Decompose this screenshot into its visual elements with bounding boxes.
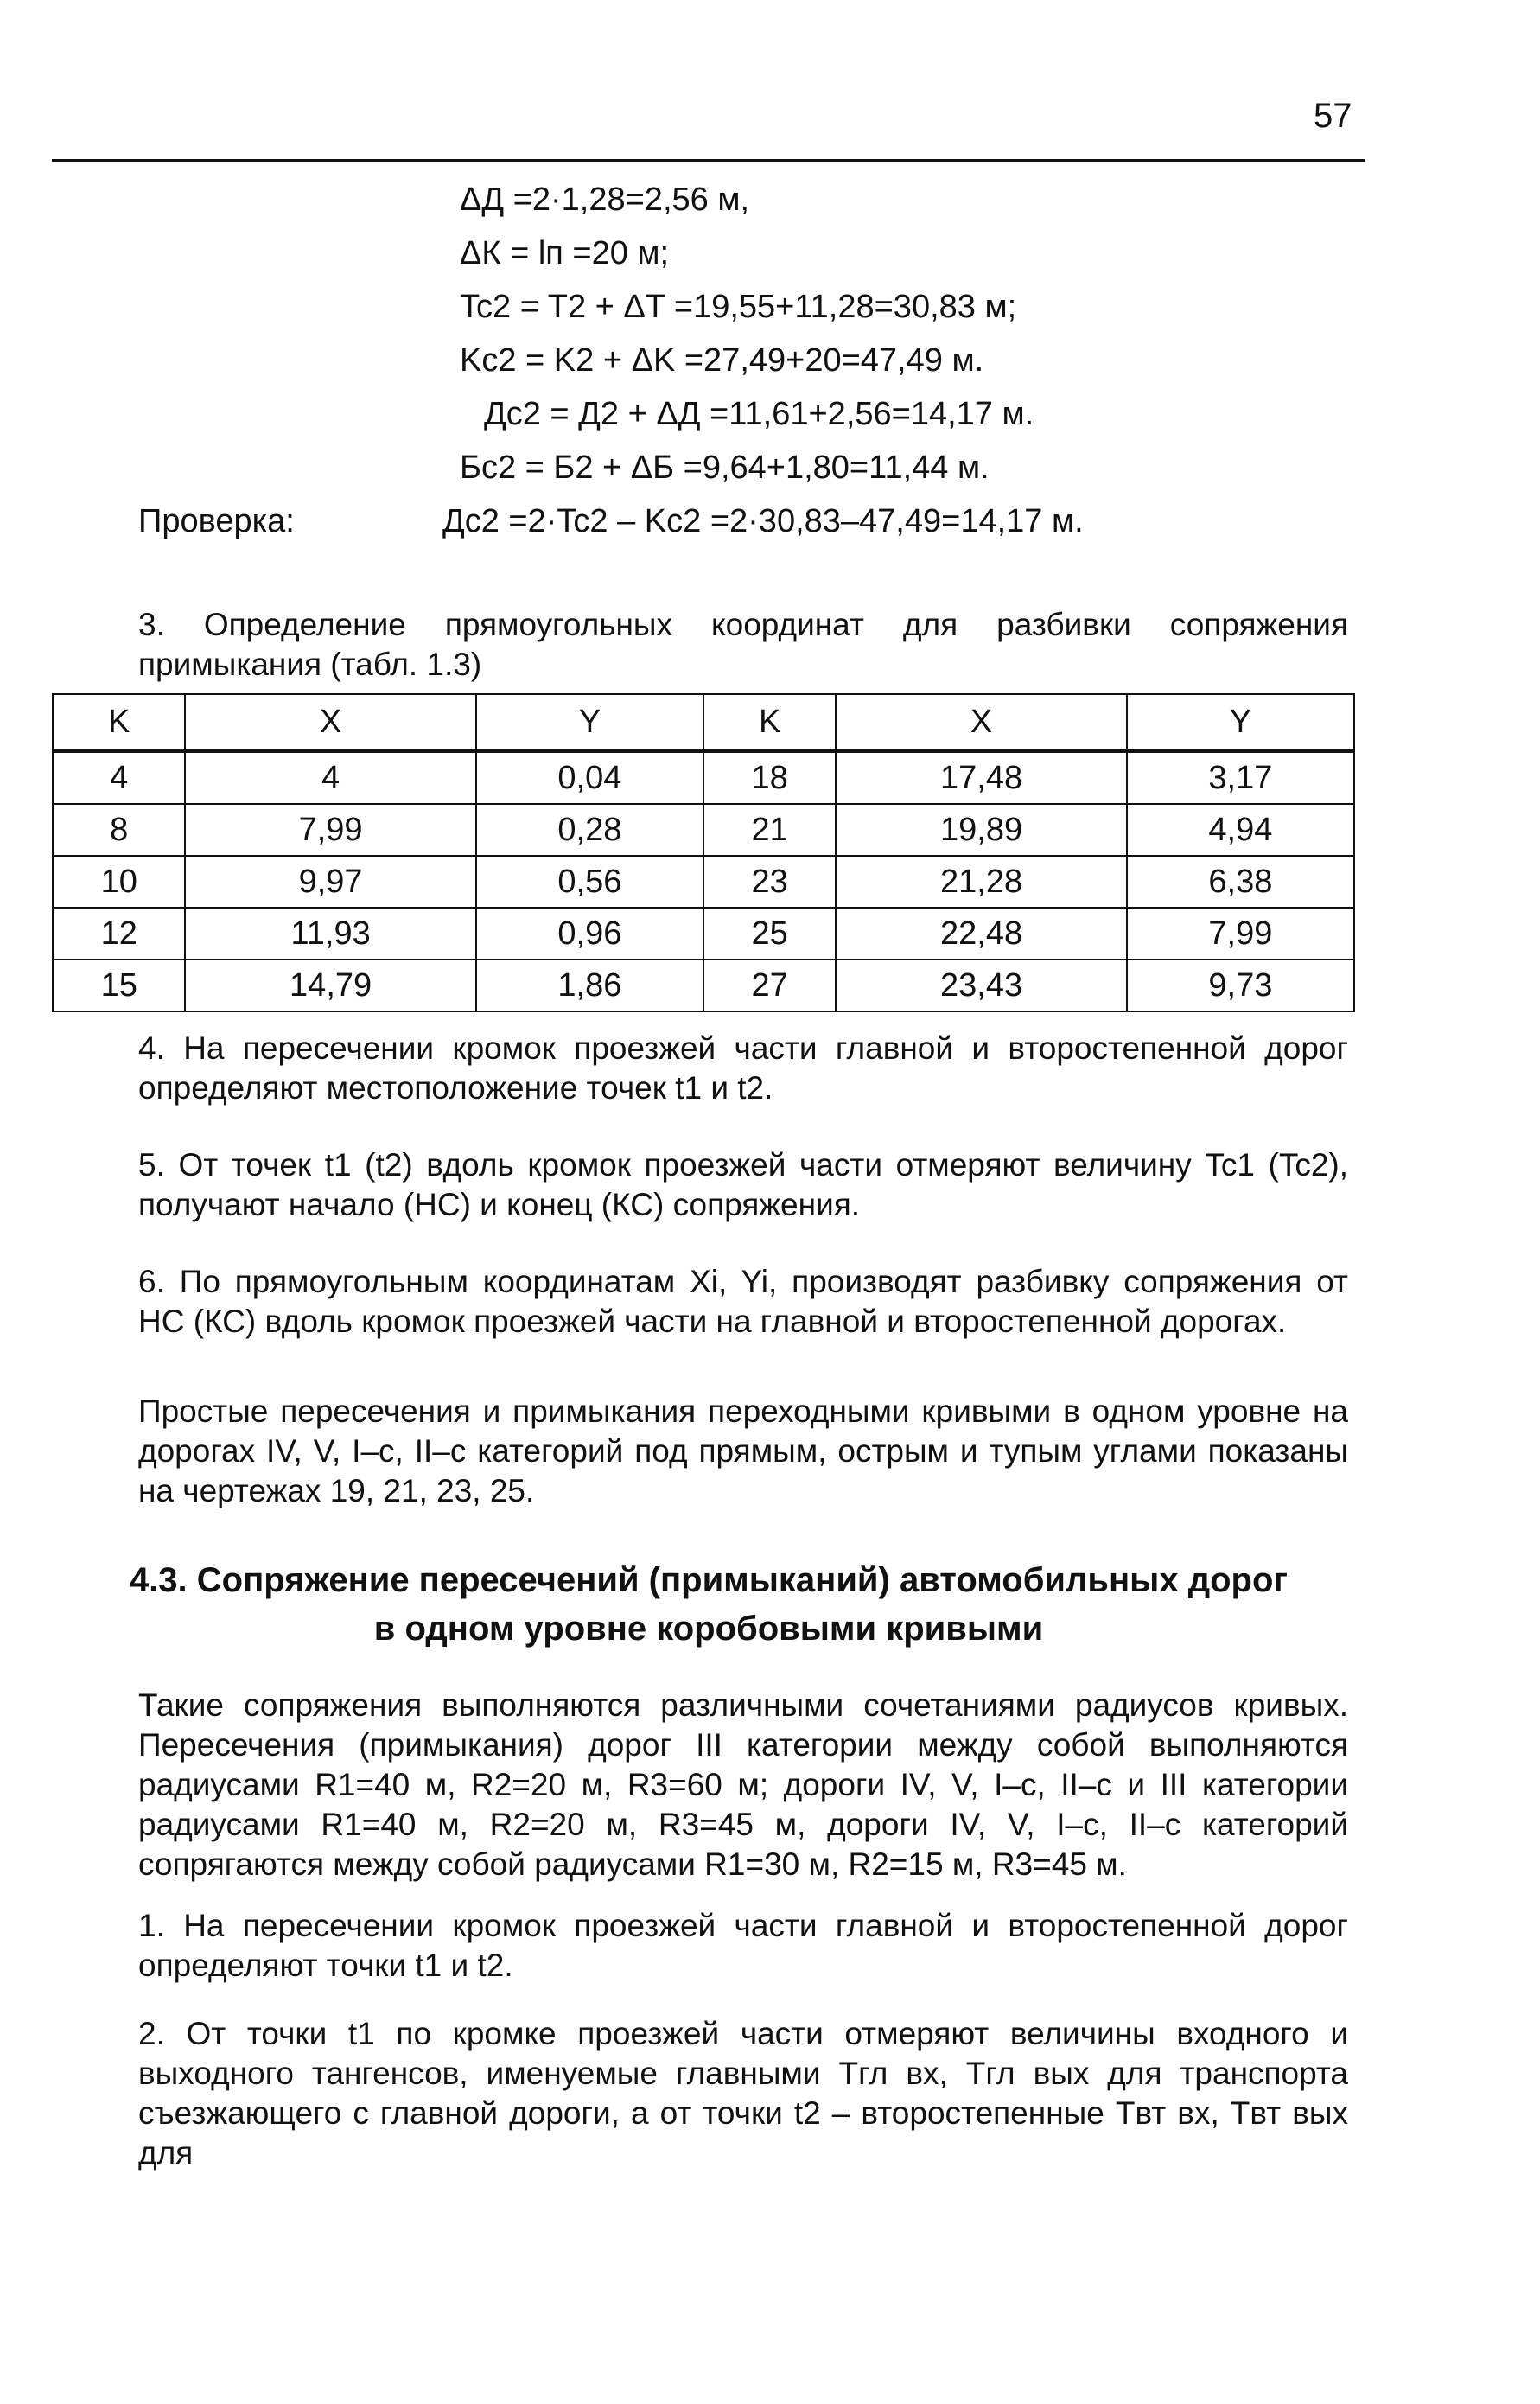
formula-line: [138, 494, 1348, 548]
formula-label: Проверка:: [138, 503, 295, 539]
table-cell: 0,96: [476, 908, 703, 960]
table-cell: 23,43: [836, 960, 1126, 1011]
step1-paragraph: 1. На пересечении кромок проезжей части главной и второстепенной дорог определяют точки t1 и t2.: [138, 1908, 1348, 1983]
table-cell: 15: [53, 960, 185, 1011]
section-heading: [52, 1556, 1365, 1653]
table-cell: 4: [53, 751, 185, 805]
table-cell: 0,04: [476, 751, 703, 805]
note-paragraph: Простые пересечения и примыкания переходными кривыми в одном уровне на дорогах IV, V, I–с, II–с категорий под прямым, острым и тупым углами показаны на чертежах 19, 21, 23, 25.: [138, 1393, 1348, 1508]
formula-text: ΔД =2·1,28=2,56 м,: [460, 182, 750, 218]
header-rule: [52, 159, 1365, 162]
step4-paragraph: 4. На пересечении кромок проезжей части главной и второстепенной дорог определяют местоположение точек t1 и t2.: [138, 1030, 1348, 1106]
table-cell: 8: [53, 804, 185, 856]
formula-text: Дc2 = Д2 + ΔД =11,61+2,56=14,17 м.: [484, 396, 1034, 432]
table-cell: 21,28: [836, 856, 1126, 908]
step5-paragraph: 5. От точек t1 (t2) вдоль кромок проезжей части отмеряют величину Tc1 (Tc2), получают начало (НС) и конец (КС) сопряжения.: [138, 1147, 1348, 1222]
table-cell: 10: [53, 856, 185, 908]
formula-text: Kc2 = K2 + ΔK =27,49+20=47,49 м.: [460, 342, 984, 379]
intro-paragraph: Такие сопряжения выполняются различными сочетаниями радиусов кривых. Пересечения (примыкания) дорог III категории между собой выполняются радиусами R1=40 м, R2=20 м, R3=60 м; дороги IV, V, I–с, II–с и III категории радиусами R1=40 м, R2=20 м, R3=45 м, дороги IV, V, I–с, II–с категорий сопрягаются между собой радиусами R1=30 м, R2=15 м, R3=45 м.: [138, 1687, 1348, 1882]
table-cell: 25: [703, 908, 836, 960]
page-number: 57: [1314, 97, 1352, 135]
table-cell: 0,56: [476, 856, 703, 908]
formula-line: [138, 173, 1348, 226]
table-row: [53, 751, 1354, 805]
table-header-cell: K: [703, 694, 836, 751]
table-header-cell: K: [53, 694, 185, 751]
section3-paragraph: 3. Определение прямоугольных координат для разбивки сопряжения примыкания (табл. 1.3): [138, 607, 1348, 682]
formula-line: [138, 226, 1348, 280]
section-heading-line1: 4.3. Сопряжение пересечений (примыканий) автомобильных дорог: [129, 1561, 1289, 1599]
table-cell: 18: [703, 751, 836, 805]
table-cell: 3,17: [1127, 751, 1354, 805]
section-heading-line2: в одном уровне коробовыми кривыми: [373, 1610, 1044, 1648]
step6-paragraph: 6. По прямоугольным координатам Xi, Yi, производят разбивку сопряжения от НС (КС) вдоль кромок проезжей части на главной и второстепенной дорогах.: [138, 1264, 1348, 1339]
table-cell: 4,94: [1127, 804, 1354, 856]
table-cell: 1,86: [476, 960, 703, 1011]
coordinates-table: [52, 693, 1355, 1012]
table-header-cell: X: [185, 694, 475, 751]
table-cell: 11,93: [185, 908, 475, 960]
table-row: [53, 908, 1354, 960]
formula-text: ΔК = lп =20 м;: [460, 235, 670, 271]
table-header-cell: Y: [1127, 694, 1354, 751]
table-row: [53, 960, 1354, 1011]
formula-line: [138, 280, 1348, 334]
table-cell: 19,89: [836, 804, 1126, 856]
table-cell: 0,28: [476, 804, 703, 856]
table-cell: 12: [53, 908, 185, 960]
table-cell: 17,48: [836, 751, 1126, 805]
table-cell: 7,99: [185, 804, 475, 856]
formula-line: [138, 441, 1348, 494]
table-cell: 4: [185, 751, 475, 805]
table-cell: 6,38: [1127, 856, 1354, 908]
table-row: [53, 856, 1354, 908]
formula-text: Бc2 = Б2 + ΔБ =9,64+1,80=11,44 м.: [460, 450, 990, 486]
formula-text: Tc2 = T2 + ΔT =19,55+11,28=30,83 м;: [460, 289, 1017, 325]
table-header-cell: X: [836, 694, 1126, 751]
table-cell: 9,73: [1127, 960, 1354, 1011]
table-cell: 27: [703, 960, 836, 1011]
table-cell: 21: [703, 804, 836, 856]
table-cell: 22,48: [836, 908, 1126, 960]
formula-block: [138, 173, 1348, 548]
table-header-row: [53, 694, 1354, 751]
table-cell: 23: [703, 856, 836, 908]
formula-text: Дc2 =2·Tc2 – Kc2 =2·30,83–47,49=14,17 м.: [442, 503, 1084, 539]
table-row: [53, 804, 1354, 856]
step2-paragraph: 2. От точки t1 по кромке проезжей части отмеряют величины входного и выходного тангенсов, именуемые главными Tгл вх, Tгл вых для транспорта съезжающего с главной дороги, а от точки t2 – второстепенные Tвт вх, Tвт вых для: [138, 2016, 1348, 2171]
formula-line: [138, 334, 1348, 387]
table-cell: 9,97: [185, 856, 475, 908]
table-cell: 14,79: [185, 960, 475, 1011]
formula-line: [138, 387, 1348, 441]
table-header-cell: Y: [476, 694, 703, 751]
table-cell: 7,99: [1127, 908, 1354, 960]
